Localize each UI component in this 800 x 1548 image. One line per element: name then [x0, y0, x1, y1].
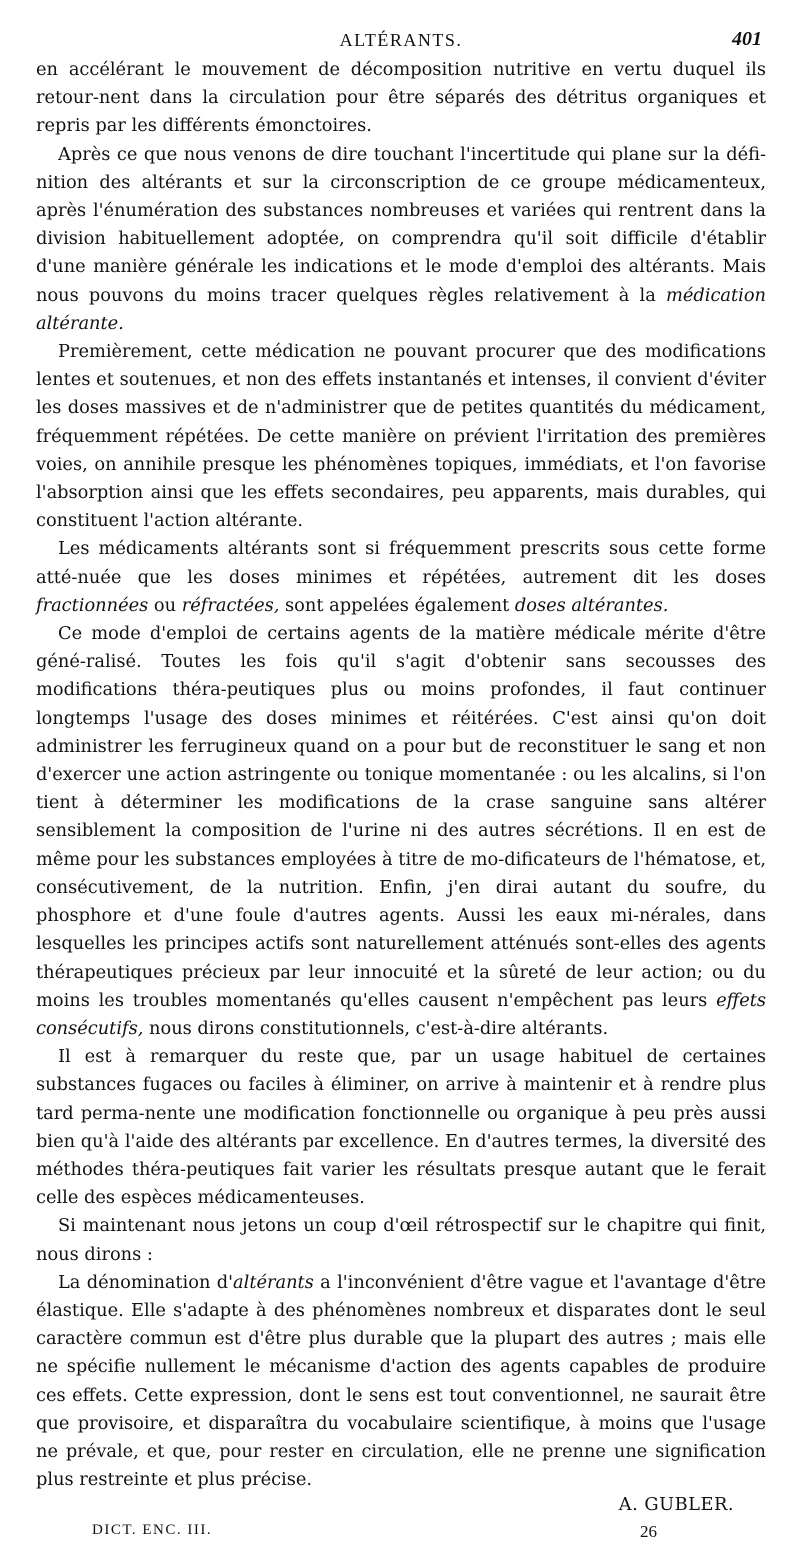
page-number: 401: [732, 28, 762, 50]
scan-artifact-divider: [90, 1452, 730, 1457]
emphasis-doses-alterantes: doses altérantes.: [514, 594, 669, 616]
running-header: [36, 30, 766, 56]
paragraph-6: Il est à remarquer du reste que, par un usage habituel de certaines substances fugaces ou faciles à éliminer, on arrive à maintenir et à rendre plus tard perma-nente une modification fonctionnelle ou organique à peu près aussi bien qu'à l'aide des altérants par excellence. En d'autres termes, la diversité des méthodes théra-peutiques fait varier les résultats presque autant que le ferait celle des espèces médicamenteuses.: [36, 1046, 766, 1209]
emphasis-medication-alterante: médication altérante.: [36, 284, 766, 334]
paragraph-1: en accélérant le mouvement de décomposition nutritive en vertu duquel ils retour-nent dans la circulation pour être séparés des détritus organiques et repris par les différents émonctoires.: [36, 59, 766, 137]
paragraph-2: Après ce que nous venons de dire touchant l'incertitude qui plane sur la défi-nition des altérants et sur la circonscription de ce groupe médicamenteux, après l'énumération des substances nombreuses et variées qui rentrent dans la division habituellement adoptée, on comprendra qu'il soit difficile d'établir d'une manière générale les indications et le mode d'emploi des altérants. Mais nous pouvons du moins tracer quelques règles relativement à la médication altérante.: [36, 143, 766, 334]
paragraph-8: La dénomination d'altérants a l'inconvénient d'être vague et l'avantage d'être élastique. Elle s'adapte à des phénomènes nombreux et disparates dont le seul caractère commun est d'être plus durable que la plupart des autres ; mais elle ne spécifie nullement le mécanisme d'action des agents capables de produire ces effets. Cette expression, dont le sens est tout conventionnel, ne saurait être que provisoire, et disparaîtra du vocabulaire scientifique, à moins que l'usage ne prévale, et que, pour rester en circulation, elle ne prenne une signification plus restreinte et plus précise.: [36, 1271, 766, 1491]
emphasis-fractionnees: fractionnées: [36, 594, 149, 616]
author-name: A. GUBLER.: [618, 1494, 734, 1516]
page-footer: [36, 1522, 766, 1548]
footer-sheet-number: 26: [640, 1522, 657, 1542]
emphasis-alterants: altérants: [233, 1271, 314, 1293]
paragraph-7: Si maintenant nous jetons un coup d'œil rétrospectif sur le chapitre qui finit, nous dirons :: [36, 1215, 766, 1265]
paragraph-3: Premièrement, cette médication ne pouvant procurer que des modifications lentes et soutenues, et non des effets instantanés et intenses, il convient d'éviter les doses massives et de n'administrer que de petites quantités du médicament, fréquemment répétées. De cette manière on prévient l'irritation des premières voies, on annihile presque les phénomènes topiques, immédiats, et l'on favorise l'absorption ainsi que les effets secondaires, peu apparents, mais durables, qui constituent l'action altérante.: [36, 341, 766, 532]
emphasis-refractees: réfractées,: [181, 594, 280, 616]
page: [36, 30, 766, 1548]
author-signature: [36, 1494, 766, 1520]
paragraph-5: Ce mode d'emploi de certains agents de la matière médicale mérite d'être géné-ralisé. Toutes les fois qu'il s'agit d'obtenir sans secousses des modifications théra-peutiques plus ou moins profondes, il faut continuer longtemps l'usage des doses minimes et réitérées. C'est ainsi qu'on doit administrer les ferrugineux quand on a pour but de reconstituer le sang et non d'exercer une action astringente ou tonique momentanée : ou les alcalins, si l'on tient à déterminer les modifications de la crase sanguine sans altérer sensiblement la composition de l'urine ni des autres sécrétions. Il en est de même pour les substances employées à titre de mo-dificateurs de l'hématose, et, consécutivement, de la nutrition. Enfin, j'en dirai autant du soufre, du phosphore et d'une foule d'autres agents. Aussi les eaux mi-nérales, dans lesquelles les principes actifs sont naturellement atténués sont-elles des agents thérapeutiques précieux par leur innocuité et la sûreté de leur action; ou du moins les troubles momentanés qu'elles causent n'empêchent pas leurs effets consécutifs, nous dirons constitutionnels, c'est-à-dire altérants.: [36, 623, 767, 1039]
running-title: ALTÉRANTS.: [339, 30, 463, 50]
article-body: [36, 56, 766, 1494]
footer-signature-mark: DICT. ENC. III.: [92, 1522, 213, 1539]
paragraph-4: Les médicaments altérants sont si fréquemment prescrits sous cette forme atté-nuée que les doses minimes et répétées, autrement dit les doses fractionnées ou réfractées, sont appelées également doses altérantes.: [36, 538, 766, 616]
emphasis-effets-consecutifs: effets consécutifs,: [36, 989, 767, 1039]
